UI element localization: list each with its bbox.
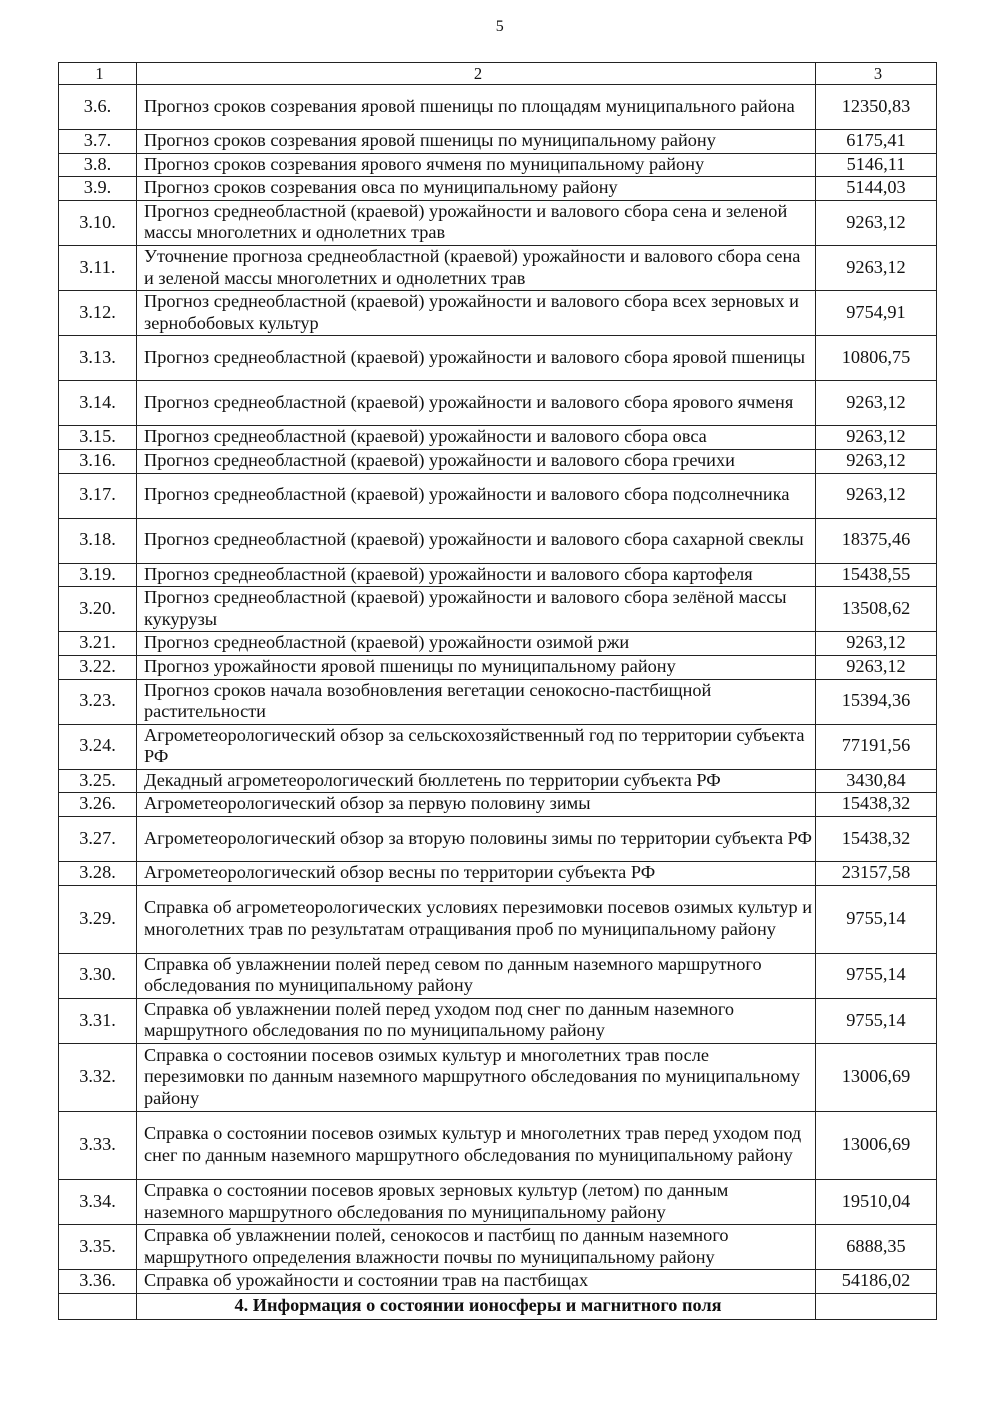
row-number: 3.23.: [59, 679, 137, 724]
row-value: 54186,02: [816, 1270, 937, 1294]
column-header-3: 3: [816, 63, 937, 85]
row-value: 77191,56: [816, 724, 937, 769]
row-value: 9263,12: [816, 426, 937, 450]
section-row: [59, 1294, 937, 1320]
price-table: [58, 62, 937, 1320]
table-row: [59, 381, 937, 426]
row-number: 3.16.: [59, 449, 137, 473]
row-description: Справка об увлажнении полей перед уходом под снег по данным наземного маршрутного обследования по по муниципальному району: [137, 998, 816, 1043]
row-description: Агрометеорологический обзор за вторую половины зимы по территории субъекта РФ: [137, 817, 816, 862]
table-row: [59, 1112, 937, 1180]
row-value: 5144,03: [816, 177, 937, 201]
row-description: Прогноз среднеобластной (краевой) урожайности и валового сбора сена и зеленой массы многолетних и однолетних трав: [137, 200, 816, 245]
table-row: [59, 200, 937, 245]
row-number: 3.33.: [59, 1112, 137, 1180]
row-number: 3.25.: [59, 769, 137, 793]
row-description: Прогноз сроков созревания яровой пшеницы по муниципальному району: [137, 130, 816, 154]
row-value: 9755,14: [816, 953, 937, 998]
table-row: [59, 587, 937, 632]
row-description: Прогноз среднеобластной (краевой) урожайности и валового сбора картофеля: [137, 563, 816, 587]
section-empty-cell: [816, 1294, 937, 1320]
row-number: 3.26.: [59, 793, 137, 817]
row-value: 23157,58: [816, 862, 937, 886]
row-description: Агрометеорологический обзор за первую половину зимы: [137, 793, 816, 817]
row-number: 3.10.: [59, 200, 137, 245]
row-description: Прогноз среднеобластной (краевой) урожайности и валового сбора всех зерновых и зернобобовых культур: [137, 291, 816, 336]
table-row: [59, 1180, 937, 1225]
row-description: Прогноз урожайности яровой пшеницы по муниципальному району: [137, 655, 816, 679]
table-row: [59, 291, 937, 336]
table-row: [59, 953, 937, 998]
row-number: 3.35.: [59, 1225, 137, 1270]
row-value: 9263,12: [816, 632, 937, 656]
row-number: 3.18.: [59, 518, 137, 563]
row-value: 3430,84: [816, 769, 937, 793]
row-number: 3.27.: [59, 817, 137, 862]
row-value: 19510,04: [816, 1180, 937, 1225]
table-row: [59, 724, 937, 769]
row-number: 3.20.: [59, 587, 137, 632]
page-number: 5: [495, 18, 505, 35]
row-value: 13508,62: [816, 587, 937, 632]
table-row: [59, 153, 937, 177]
row-value: 13006,69: [816, 1044, 937, 1112]
row-number: 3.29.: [59, 885, 137, 953]
row-description: Прогноз среднеобластной (краевой) урожайности озимой ржи: [137, 632, 816, 656]
row-description: Прогноз среднеобластной (краевой) урожайности и валового сбора яровой пшеницы: [137, 336, 816, 381]
row-description: Прогноз среднеобластной (краевой) урожайности и валового сбора сахарной свеклы: [137, 518, 816, 563]
row-number: 3.22.: [59, 655, 137, 679]
row-description: Прогноз среднеобластной (краевой) урожайности и валового сбора гречихи: [137, 449, 816, 473]
row-description: Справка о состоянии посевов яровых зерновых культур (летом) по данным наземного маршрутного обследования по муниципальному району: [137, 1180, 816, 1225]
row-description: Декадный агрометеорологический бюллетень по территории субъекта РФ: [137, 769, 816, 793]
table-row: [59, 336, 937, 381]
row-number: 3.21.: [59, 632, 137, 656]
table-row: [59, 817, 937, 862]
row-number: 3.34.: [59, 1180, 137, 1225]
table-row: [59, 85, 937, 130]
row-value: 9263,12: [816, 245, 937, 290]
row-description: Справка о состоянии посевов озимых культур и многолетних трав перед уходом под снег по данным наземного маршрутного обследования по муниципальному району: [137, 1112, 816, 1180]
column-header-1: 1: [59, 63, 137, 85]
row-value: 18375,46: [816, 518, 937, 563]
row-value: 6888,35: [816, 1225, 937, 1270]
table-row: [59, 679, 937, 724]
row-value: 15438,32: [816, 793, 937, 817]
table-row: [59, 862, 937, 886]
row-number: 3.13.: [59, 336, 137, 381]
row-value: 9263,12: [816, 473, 937, 518]
row-description: Агрометеорологический обзор за сельскохозяйственный год по территории субъекта РФ: [137, 724, 816, 769]
table-row: [59, 177, 937, 201]
row-value: 6175,41: [816, 130, 937, 154]
row-value: 9755,14: [816, 998, 937, 1043]
table-header-row: [59, 63, 937, 85]
row-description: Прогноз среднеобластной (краевой) урожайности и валового сбора овса: [137, 426, 816, 450]
table-row: [59, 449, 937, 473]
table-row: [59, 426, 937, 450]
row-number: 3.7.: [59, 130, 137, 154]
row-description: Прогноз среднеобластной (краевой) урожайности и валового сбора зелёной массы кукурузы: [137, 587, 816, 632]
row-description: Справка об агрометеорологических условиях перезимовки посевов озимых культур и многолетних трав по результатам отращивания проб по муниципальному району: [137, 885, 816, 953]
row-description: Прогноз сроков созревания овса по муниципальному району: [137, 177, 816, 201]
table-row: [59, 885, 937, 953]
table-row: [59, 245, 937, 290]
row-value: 15438,55: [816, 563, 937, 587]
row-number: 3.12.: [59, 291, 137, 336]
table-row: [59, 518, 937, 563]
table-row: [59, 1044, 937, 1112]
row-value: 9263,12: [816, 655, 937, 679]
row-number: 3.28.: [59, 862, 137, 886]
row-number: 3.19.: [59, 563, 137, 587]
row-value: 13006,69: [816, 1112, 937, 1180]
row-number: 3.36.: [59, 1270, 137, 1294]
row-value: 9263,12: [816, 200, 937, 245]
row-number: 3.14.: [59, 381, 137, 426]
table-row: [59, 473, 937, 518]
row-description: Прогноз среднеобластной (краевой) урожайности и валового сбора подсолнечника: [137, 473, 816, 518]
row-number: 3.15.: [59, 426, 137, 450]
table-row: [59, 655, 937, 679]
row-description: Прогноз сроков созревания ярового ячменя по муниципальному району: [137, 153, 816, 177]
row-value: 5146,11: [816, 153, 937, 177]
table-row: [59, 793, 937, 817]
row-number: 3.8.: [59, 153, 137, 177]
table-row: [59, 632, 937, 656]
row-number: 3.17.: [59, 473, 137, 518]
row-value: 12350,83: [816, 85, 937, 130]
table-row: [59, 769, 937, 793]
row-value: 9754,91: [816, 291, 937, 336]
row-number: 3.9.: [59, 177, 137, 201]
column-header-2: 2: [137, 63, 816, 85]
row-description: Прогноз сроков начала возобновления вегетации сенокосно-пастбищной растительности: [137, 679, 816, 724]
row-value: 15394,36: [816, 679, 937, 724]
row-value: 9263,12: [816, 449, 937, 473]
row-value: 15438,32: [816, 817, 937, 862]
table-row: [59, 130, 937, 154]
table-row: [59, 998, 937, 1043]
table-body: [59, 63, 937, 1320]
table-row: [59, 1270, 937, 1294]
row-number: 3.11.: [59, 245, 137, 290]
table-row: [59, 1225, 937, 1270]
section-title: 4. Информация о состоянии ионосферы и магнитного поля: [137, 1294, 816, 1320]
row-description: Уточнение прогноза среднеобластной (краевой) урожайности и валового сбора сена и зеленой массы многолетних и однолетних трав: [137, 245, 816, 290]
row-value: 9263,12: [816, 381, 937, 426]
row-value: 9755,14: [816, 885, 937, 953]
row-description: Прогноз сроков созревания яровой пшеницы по площадям муниципального района: [137, 85, 816, 130]
table-row: [59, 563, 937, 587]
row-description: Справка о состоянии посевов озимых культур и многолетних трав после перезимовки по данным наземного маршрутного обследования по муниципальному району: [137, 1044, 816, 1112]
row-number: 3.24.: [59, 724, 137, 769]
row-description: Справка об увлажнении полей перед севом по данным наземного маршрутного обследования по муниципальному району: [137, 953, 816, 998]
row-number: 3.30.: [59, 953, 137, 998]
section-empty-cell: [59, 1294, 137, 1320]
row-number: 3.6.: [59, 85, 137, 130]
row-number: 3.31.: [59, 998, 137, 1043]
row-description: Справка об урожайности и состоянии трав на пастбищах: [137, 1270, 816, 1294]
row-description: Прогноз среднеобластной (краевой) урожайности и валового сбора ярового ячменя: [137, 381, 816, 426]
row-number: 3.32.: [59, 1044, 137, 1112]
row-description: Агрометеорологический обзор весны по территории субъекта РФ: [137, 862, 816, 886]
row-description: Справка об увлажнении полей, сенокосов и пастбищ по данным наземного маршрутного определения влажности почвы по муниципальному району: [137, 1225, 816, 1270]
row-value: 10806,75: [816, 336, 937, 381]
